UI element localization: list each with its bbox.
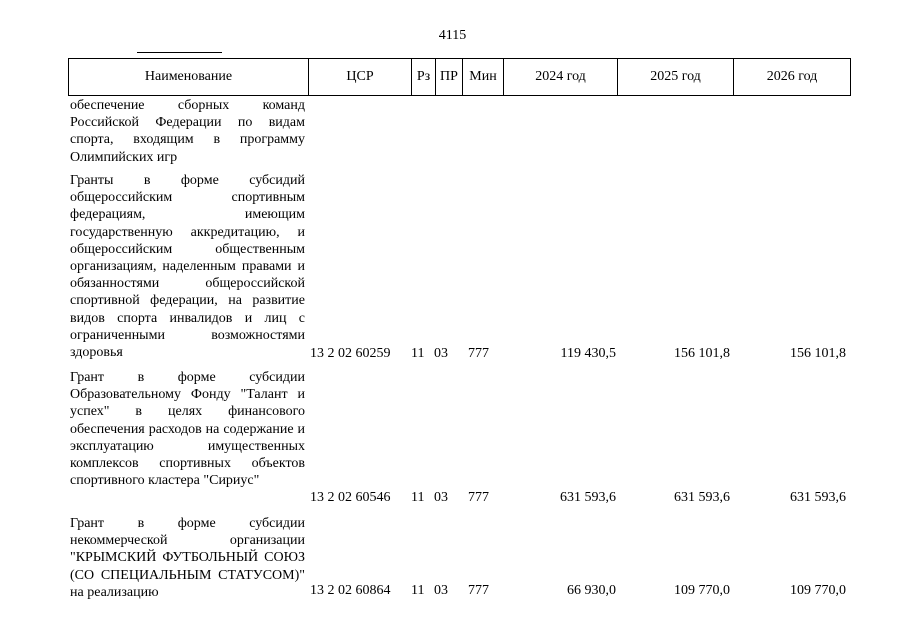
header-2025: 2025 год [617, 59, 733, 95]
row-csr: 13 2 02 60546 [310, 490, 391, 505]
row-name: Грант в форме субсидии Образовательному Фонду "Талант и успех" в целях финансового обеспечения расходов на содержание и эксплуатацию имущественных комплексов спортивных объектов спортивного кластера "Сириус" [70, 370, 305, 489]
header-2024: 2024 год [503, 59, 617, 95]
header-csr: ЦСР [308, 59, 411, 95]
row-rz: 11 [411, 346, 425, 361]
row-rz: 11 [411, 583, 425, 598]
row-2026: 631 593,6 [790, 490, 846, 505]
row-2024: 631 593,6 [560, 490, 616, 505]
row-2025: 631 593,6 [674, 490, 730, 505]
row-min: 777 [468, 490, 489, 505]
row-pr: 03 [434, 583, 448, 598]
row-2025: 109 770,0 [674, 583, 730, 598]
header-name: Наименование [144, 69, 233, 84]
row-2024: 119 430,5 [560, 346, 616, 361]
page-number: 4115 [438, 28, 467, 43]
row-min: 777 [468, 346, 489, 361]
header-min: Мин [462, 59, 503, 95]
header-rule [137, 52, 222, 53]
row-min: 777 [468, 583, 489, 598]
row-pr: 03 [434, 490, 448, 505]
row-name: обеспечение сборных команд Российской Федерации по видам спорта, входящим в программу Олимпийских игр [70, 98, 305, 165]
row-csr: 13 2 02 60864 [310, 583, 391, 598]
header-rz: Рз [411, 59, 435, 95]
row-2026: 156 101,8 [790, 346, 846, 361]
row-name: Гранты в форме субсидий общероссийским спортивным федерациям, имеющим государственную аккредитацию, и общероссийским общественным организациям, наделенным правами и обязанностями общероссийской спортивной федерации, на развитие видов спорта инвалидов и лиц с ограниченными возможностями здоровья [70, 173, 305, 361]
row-name: Грант в форме субсидии некоммерческой организации "КРЫМСКИЙ ФУТБОЛЬНЫЙ СОЮЗ (СО СПЕЦИАЛЬНЫМ СТАТУСОМ)" на реализацию [70, 516, 305, 600]
header-pr: ПР [435, 59, 462, 95]
row-csr: 13 2 02 60259 [310, 346, 391, 361]
row-2026: 109 770,0 [790, 583, 846, 598]
row-2025: 156 101,8 [674, 346, 730, 361]
header-2026: 2026 год [733, 59, 850, 95]
table-header [68, 58, 851, 96]
row-2024: 66 930,0 [567, 583, 616, 598]
row-pr: 03 [434, 346, 448, 361]
row-rz: 11 [411, 490, 425, 505]
